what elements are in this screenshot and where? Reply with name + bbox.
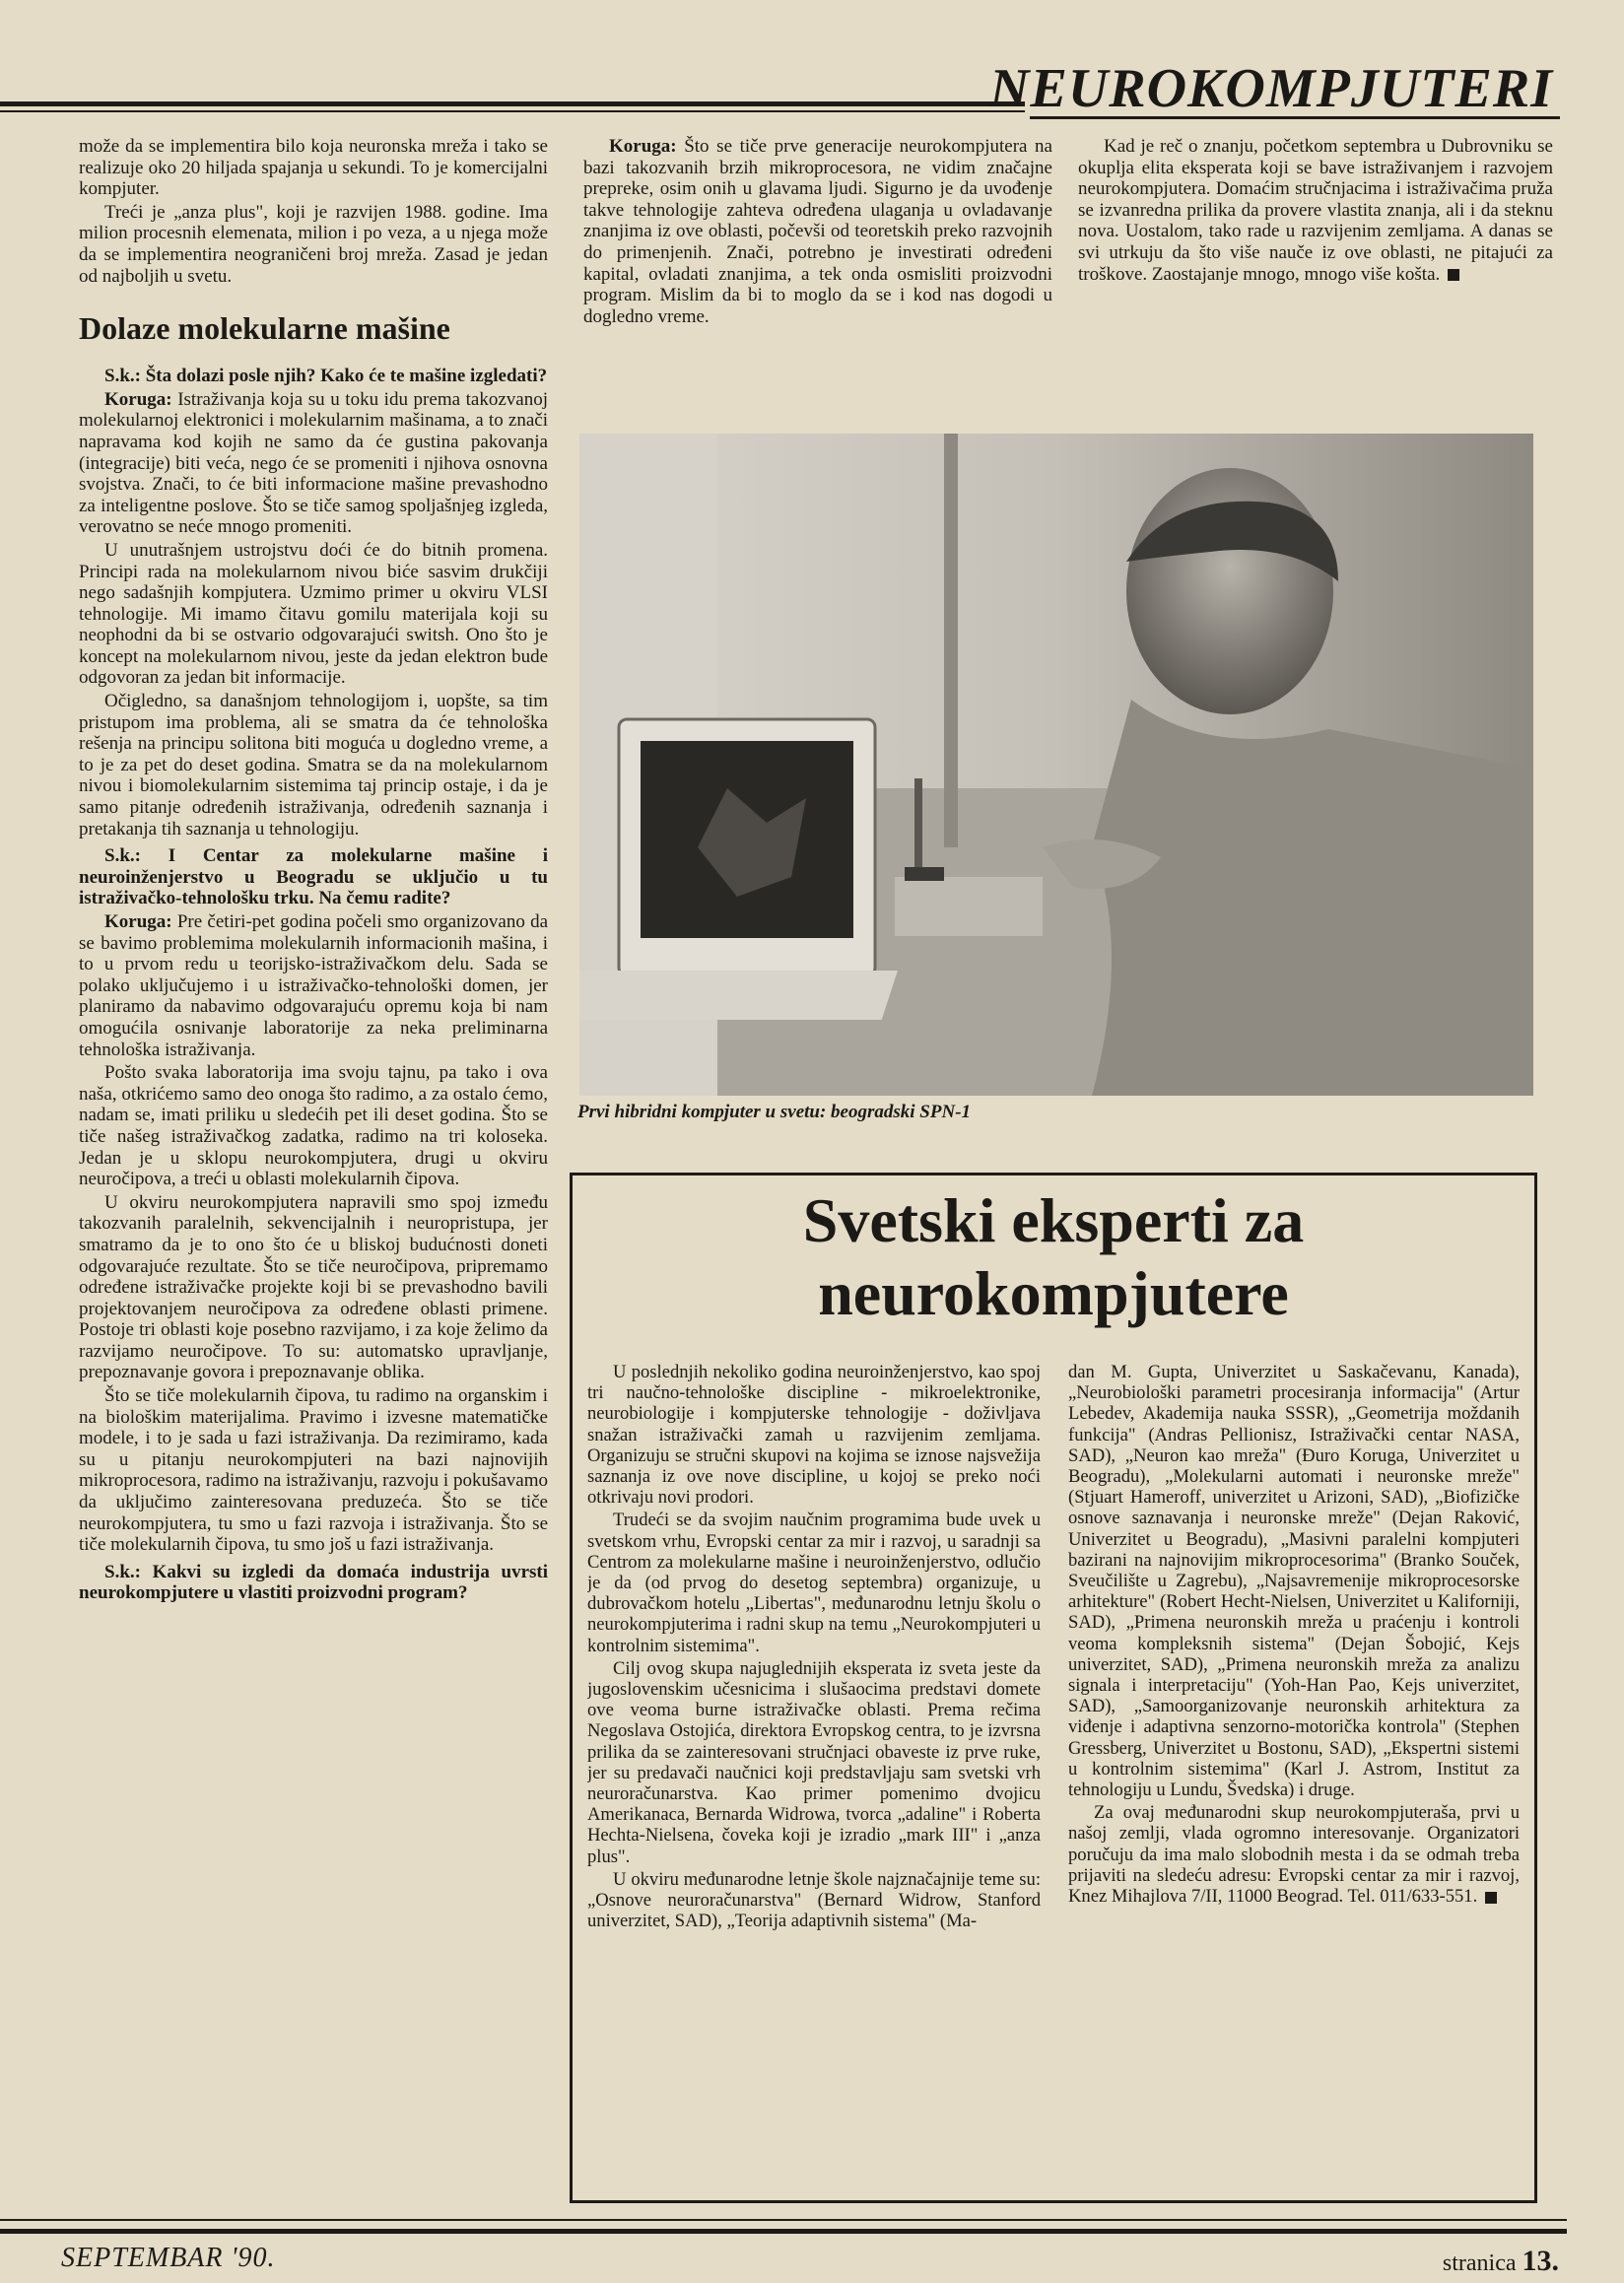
- paragraph: Pošto svaka laboratorija ima svoju tajnu, pa tako i ova naša, otkrićemo samo deo onoga što radimo, a za ostalo ćemo, nadam se, imati priliku u sledećih pet ili deset godina. Što se tiče našeg istraživačkog zadatka, radimo na tri koloseka. Jedan je u sklopu neurokompjutera, drugi u okviru neuročipova, a treći u oblasti molekularnih čipova.: [79, 1062, 548, 1190]
- photo-hybrid-computer: [579, 434, 1533, 1096]
- interview-answer: [79, 911, 548, 1060]
- paragraph-text: Za ovaj međunarodni skup neurokompjuteraša, prvi u našoj zemlji, vlada ogromno interesovanje. Organizatori poručuju da ima malo slobodnih mesta i da se odmah treba prijaviti na sledeću adresu: Evropski centar za mir i razvoj, Knez Mihajlova 7/II, 11000 Beograd. Tel. 011/633-551.: [1068, 1802, 1520, 1908]
- article-column-2: [583, 136, 1052, 422]
- paragraph: Očigledno, sa današnjom tehnologijom i, uopšte, sa tim pristupom ima problema, ali se smatra da će tehnološka rešenja na principu solitona biti moguća u dogledno vreme, a to je za pet do deset godina. Smatra se da na molekularnom nivou i biomolekularnim sistemima taj princip ostaje, i da je samo pitanje određenih istraživanja, određenih saznanja i pretakanja tih saznanja u tehnologiju.: [79, 691, 548, 839]
- issue-label: SEPTEMBAR '90.: [61, 2243, 276, 2273]
- speaker-name: Koruga:: [104, 388, 172, 410]
- interview-question: S.k.: Kakvi su izgledi da domaća industrija uvrsti neurokompjutere u vlastiti proizvodni program?: [79, 1561, 548, 1604]
- article-column-1: [79, 136, 548, 2193]
- sidebar-title-line-1: Svetski eksperti za: [802, 1185, 1305, 1255]
- paragraph: U poslednjih nekoliko godina neuroinženjerstvo, kao spoj tri naučno-tehnološke discipline - mikroelektronike, neurobiologije i kompjuterske tehnologije - doživljava snažan istraživački zamah u razvijenim zemljama. Organizuju se stručni skupovi na kojima se iznose najsvežija saznanja iz ove nove discipline, u kojoj se preko noći otkrivaju novi prodori.: [587, 1362, 1041, 1509]
- article-column-3: [1078, 136, 1553, 422]
- paragraph: Cilj ovog skupa najuglednijih eksperata iz sveta jeste da jugoslovenskim učesnicima i slušaocima predstavi domete ove veoma burne istraživačke oblasti. Prema rečima Negoslava Ostojića, direktora Evropskog centra, to je izvrsna prilika da se zainteresovani stručnjaci obaveste iz prve ruke, jer su predavači naučnici koji predstavljaju sam svetski vrh neuroračunarstva. Kao primer pomenimo dvojicu Amerikanaca, Bernarda Widrowa, tvorca „adaline" i Roberta Hechta-Nielsena, čoveka koji je izradio „mark III" i „anza plus".: [587, 1657, 1041, 1867]
- paragraph: [1078, 136, 1553, 285]
- paragraph: [1068, 1802, 1520, 1907]
- photo-illustration: [579, 434, 1533, 1096]
- paragraph: Što se tiče molekularnih čipova, tu radimo na organskim i na biološkim materijalima. Pravimo i izvesne matematičke modele, i to je sada u fazi istraživanja. Da rezimiramo, kada su u pitanju neurokompjuteri na bazi najnovijih mikroprocesora, radimo na istraživanju, razvoju i pokušavamo da uključimo zainteresovana preduzeća. Što se tiče neurokompjutera, tu smo u fazi razvoja i istraživanja. Što se tiče molekularnih čipova, tu smo još u fazi istraživanja.: [79, 1385, 548, 1556]
- paragraph: Treći je „anza plus", koji je razvijen 1988. godine. Ima milion procesnih elemenata, milion i po veza, a u njega može da se implementira neograničeni broj mreža. Zasad je jedan od najboljih u svetu.: [79, 201, 548, 287]
- header-rule-thick: [0, 101, 1025, 106]
- footer-rule-thick: [0, 2229, 1567, 2234]
- interview-question: S.k.: Šta dolazi posle njih? Kako će te mašine izgledati?: [104, 366, 548, 387]
- page-number: [1443, 2245, 1559, 2278]
- answer-text: Pre četiri-pet godina počeli smo organizovano da se bavimo problemima molekularnih informacionih mašina, i to u prvom redu u teorijsko-istraživačkom delu. Sada se polako uključujemo i u istraživačko-tehnološki domen, jer planiramo da nabavimo odgovarajuću opremu koja bi nam omogućila osnivanje laboratorije za neka preliminarna tehnološka istraživanja.: [79, 911, 548, 1060]
- answer-text: Što se tiče prve generacije neurokompjutera na bazi takozvanih brzih mikroprocesora, ne vidim značajne prepreke, osim onih u glavama ljudi. Sigurno je da uvođenje takve tehnologije zahteva određena ulaganja u ovladavanje znanjima iz ove oblasti, počevši od teoretskih preko razvojnih do primenjenih. Znači, potrebno je investirati određeni kapital, ovladati znanjima, a tek onda osmisliti proizvodni program. Mislim da bi to moglo da se i kod nas dogodi u dogledno vreme.: [583, 136, 1052, 327]
- end-of-article-mark: [1448, 269, 1459, 281]
- footer-rule-thin: [0, 2219, 1567, 2221]
- answer-text: Istraživanja koja su u toku idu prema takozvanoj molekularnoj elektronici i molekularnim mašinama, a to znači napravama kod kojih ne samo da će gustina pakovanja (integracije) biti veća, nego će se promeniti i njihova osnovna svojstva. Znači, to će biti informacione mašine prevashodno za inteligentne poslove. Što se tiče samog spoljašnjeg izgleda, verovatno se neće mnogo promeniti.: [79, 388, 548, 538]
- sidebar-title-line-2: neurokompjutere: [818, 1258, 1289, 1328]
- end-of-article-mark: [1485, 1892, 1497, 1904]
- speaker-name: Koruga:: [609, 136, 677, 157]
- paragraph: Trudeći se da svojim naučnim programima bude uvek u svetskom vrhu, Evropski centar za mir i razvoj, u saradnji sa Centrom za molekularne mašine i neuroinženjerstvo, odlučio je da (od prvog do desetog septembra) organizuje, u dubrovačkom hotelu „Libertas", međunarodnu letnju školu o neurokompjuterima i radni skup na temu „Neurokompjuteri u kontrolnim sistemima".: [587, 1510, 1041, 1656]
- sidebar-column-left: [587, 1362, 1041, 2189]
- interview-answer: [583, 136, 1052, 327]
- page-number-value: 13.: [1522, 2245, 1559, 2277]
- paragraph: U okviru međunarodne letnje škole najznačajnije teme su: „Osnove neuroračunarstva" (Bernard Widrow, Stanford univerzitet, SAD), „Teorija adaptivnih sistema" (Ma-: [587, 1868, 1041, 1932]
- interview-question: S.k.: I Centar za molekularne mašine i neuroinženjerstvo u Beogradu se uključio u tu istraživačko-tehnološku trku. Na čemu radite?: [79, 845, 548, 909]
- section-title: NEUROKOMPJUTERI: [989, 58, 1553, 119]
- header-rule-thin: [0, 110, 1025, 112]
- interview-answer: [79, 389, 548, 538]
- paragraph-text: Kad je reč o znanju, početkom septembra u Dubrovniku se okuplja elita eksperata koji se bave istraživanjem i razvojem neurokompjutera. Domaćim stručnjacima i istraživačima pruža se izvanredna prilika da provere vlastita znanja, ali i da steknu nova. Uostalom, tako rade u razvijenim zemljama. A danas se svi utrkuju da što više nauče iz ove oblasti, ne pitajući za troškove. Zaostajanje mnogo, mnogo više košta.: [1078, 136, 1553, 285]
- photo-caption: Prvi hibridni kompjuter u svetu: beogradski SPN-1: [577, 1102, 972, 1122]
- speaker-name: Koruga:: [104, 911, 172, 932]
- subheading: Dolaze molekularne mašine: [79, 310, 450, 347]
- paragraph: može da se implementira bilo koja neuronska mreža i tako se realizuje oko 20 hiljada spajanja u sekundi. To je komercijalni kompjuter.: [79, 136, 548, 200]
- sidebar-column-right: [1068, 1362, 1520, 2189]
- paragraph: U okviru neurokompjutera napravili smo spoj između takozvanih paralelnih, sekvencijalnih i neuropristupa, jer smatramo da je to ono što će u bliskoj budućnosti doneti odgovarajuće rezultate. Što se tiče neuročipova, pripremamo određene istraživačke projekte koji bi se prevashodno bavili projektovanjem neuročipova za određene oblasti primene. Postoje tri oblasti koje posebno razvijamo, i za koje želimo da razvijamo neuročipove. To su: automatsko upravljanje, prepoznavanje govora i prepoznavanje oblika.: [79, 1191, 548, 1383]
- page-label: stranica: [1442, 2250, 1517, 2276]
- paragraph: dan M. Gupta, Univerzitet u Saskačevanu, Kanada), „Neurobiološki parametri procesiranja informacija" (Artur Lebedev, Akademija nauka SSSR), „Geometrija moždanih funkcija" (Andras Pellionisz, Istraživački centar NASA, SAD), „Neuron kao mreža" (Đuro Koruga, Univerzitet u Beogradu), „Molekularni automati i neuronske mreže" (Stjuart Hameroff, univerzitet u Arizoni, SAD), „Biofizičke osnove saznavanja i neuronske mreže" (Dejan Raković, Univerzitet u Beogradu), „Masivni paralelni kompjuteri bazirani na najnovijim mikroprocesorima" (Branko Souček, Sveučilište u Zagrebu), „Najsavremenije mikroprocesorske arhitekture" (Robert Hecht-Nielsen, Univerzitet u Kaliforniji, SAD), „Primena neuronskih mreža u praćenju i kontroli veoma kompleksnih sistema" (Dejan Šobojić, Kejs univerzitet, SAD), „Primena neuronskih mreža za analizu signala i interpretaciju" (Yoh-Han Pao, Kejs univerzitet, SAD), „Samoorganizovanje neuronskih arhitektura za viđenje i adaptivna senzorno-motorička kontrola" (Stephen Gressberg, Univerzitet u Bostonu, SAD), „Ekspertni sistemi u kontrolnim sistemima" (Karl J. Astrom, Institut za tehnologiju u Lundu, Švedska) i druge.: [1068, 1362, 1520, 1801]
- paragraph: U unutrašnjem ustrojstvu doći će do bitnih promena. Principi rada na molekularnom nivou biće sasvim drukčiji nego sadašnjih kompjutera. Uzmimo primer u okviru VLSI tehnologije. Mi imamo čitavu gomilu materijala koji su neophodni da bi se ostvario odgovarajući switsh. Ono što je koncept na molekularnom nivou, jeste da jedan elektron bude odgovoran za jedan bit informacije.: [79, 539, 548, 689]
- sidebar-title: [570, 1184, 1537, 1330]
